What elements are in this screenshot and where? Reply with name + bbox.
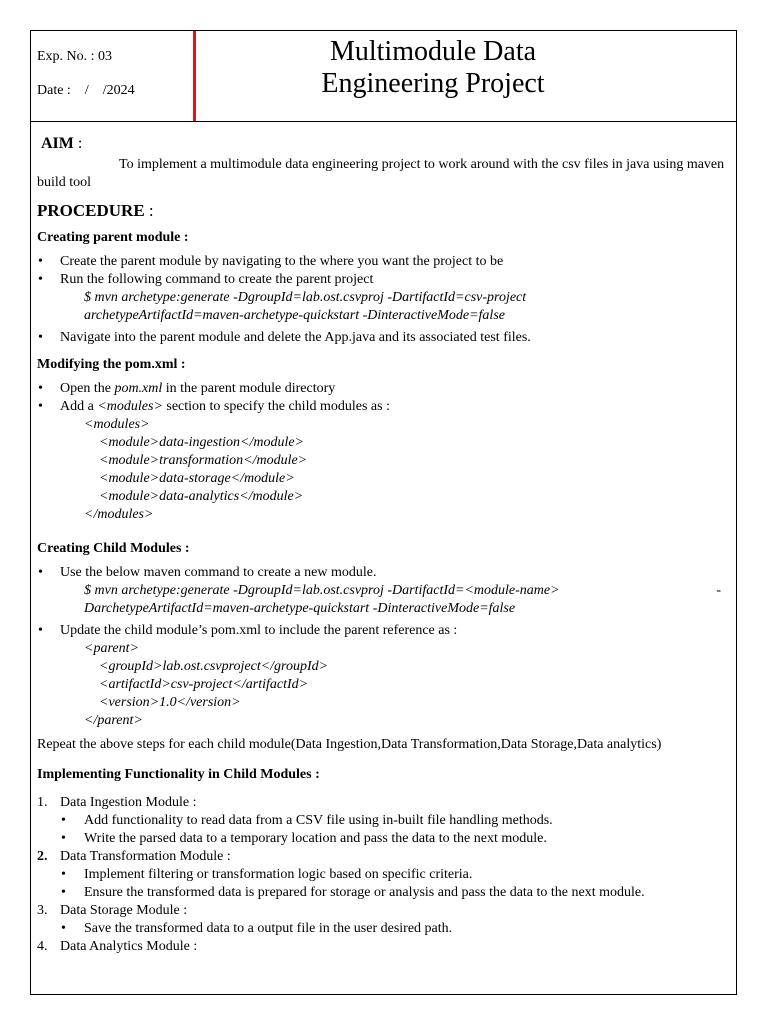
item-title: Data Ingestion Module : [60, 795, 197, 810]
xml-line: <module>transformation</module> [99, 453, 308, 468]
list-item: • Ensure the transformed data is prepared for storage or analysis and pass the data to the next module. [37, 884, 729, 902]
command-line: $ mvn archetype:generate -DgroupId=lab.ost.csvproj -DartifactId=csv-project [84, 290, 527, 305]
aim-label: AIM [41, 135, 74, 152]
file-name: pom.xml [114, 381, 163, 396]
list-item: • Update the child module’s pom.xml to include the parent reference as : [37, 622, 729, 640]
section-heading-child: Creating Child Modules : [37, 541, 190, 556]
list-item: • Use the below maven command to create a new module. [37, 564, 729, 582]
line-break-hyphen: - [716, 583, 721, 598]
item-title: Data Transformation Module : [60, 849, 231, 864]
list-item: • Run the following command to create the parent project [37, 271, 729, 289]
command-line: archetypeArtifactId=maven-archetype-quickstart -DinteractiveMode=false [84, 308, 505, 323]
title-line-2: Engineering Project [321, 68, 545, 99]
xml-line: <parent> [84, 641, 139, 656]
document-page [30, 30, 737, 995]
repeat-note: Repeat the above steps for each child module(Data Ingestion,Data Transformation,Data Storage,Data analytics) [37, 737, 662, 752]
text-run: Open the [60, 381, 115, 396]
title-line-1: Multimodule Data [329, 36, 537, 67]
procedure-label: PROCEDURE [37, 201, 145, 220]
list-item [37, 380, 729, 398]
xml-line: <version>1.0</version> [99, 695, 241, 710]
header-divider [193, 31, 196, 121]
xml-line: <module>data-analytics</module> [99, 489, 304, 504]
aim-text: To implement a multimodule data engineering project to work around with the csv files in java using maven build tool [37, 157, 725, 190]
procedure-colon: : [144, 201, 154, 220]
experiment-number: Exp. No. : 03 [37, 49, 113, 64]
xml-line: </parent> [84, 713, 143, 728]
list-item: • Write the parsed data to a temporary location and pass the data to the next module. [37, 830, 729, 848]
aim-colon: : [73, 135, 83, 152]
text-run: Add a [60, 399, 98, 414]
item-title: Data Storage Module : [60, 903, 188, 918]
list-item: • Navigate into the parent module and delete the App.java and its associated test files. [37, 329, 729, 347]
numbered-item [37, 848, 729, 866]
procedure-heading [37, 202, 729, 220]
aim-heading [37, 135, 729, 154]
numbered-item [37, 794, 729, 812]
header-block [31, 31, 736, 122]
item-title: Data Analytics Module : [60, 939, 198, 954]
list-item: • Implement filtering or transformation logic based on specific criteria. [37, 866, 729, 884]
item-number: 3. [37, 903, 48, 918]
xml-line: <groupId>lab.ost.csvproject</groupId> [99, 659, 329, 674]
list-item: • Save the transformed data to a output file in the user desired path. [37, 920, 729, 938]
xml-tag: <modules> [97, 399, 163, 414]
item-number: 2. [37, 849, 48, 864]
item-number: 1. [37, 795, 48, 810]
command-line [37, 582, 729, 600]
page-title [203, 36, 663, 100]
command-line: DarchetypeArtifactId=maven-archetype-quickstart -DinteractiveMode=false [84, 601, 516, 616]
section-heading-pom: Modifying the pom.xml : [37, 357, 186, 372]
xml-line: <modules> [84, 417, 150, 432]
experiment-date: Date : / /2024 [37, 83, 135, 98]
list-item [37, 398, 729, 416]
document-body [37, 135, 729, 956]
item-number: 4. [37, 939, 48, 954]
text-run: section to specify the child modules as : [162, 399, 390, 414]
numbered-item [37, 902, 729, 920]
text-run: in the parent module directory [162, 381, 336, 396]
section-heading-implementing: Implementing Functionality in Child Modules : [37, 767, 320, 782]
xml-line: </modules> [84, 507, 154, 522]
xml-line: <module>data-storage</module> [99, 471, 295, 486]
xml-line: <artifactId>csv-project</artifactId> [99, 677, 309, 692]
numbered-item [37, 938, 729, 956]
command-text: $ mvn archetype:generate -DgroupId=lab.ost.csvproj -DartifactId=<module-name> [84, 583, 560, 598]
list-item: • Create the parent module by navigating to the where you want the project to be [37, 253, 729, 271]
section-heading-parent: Creating parent module : [37, 230, 189, 245]
list-item: • Add functionality to read data from a CSV file using in-built file handling methods. [37, 812, 729, 830]
xml-line: <module>data-ingestion</module> [99, 435, 304, 450]
